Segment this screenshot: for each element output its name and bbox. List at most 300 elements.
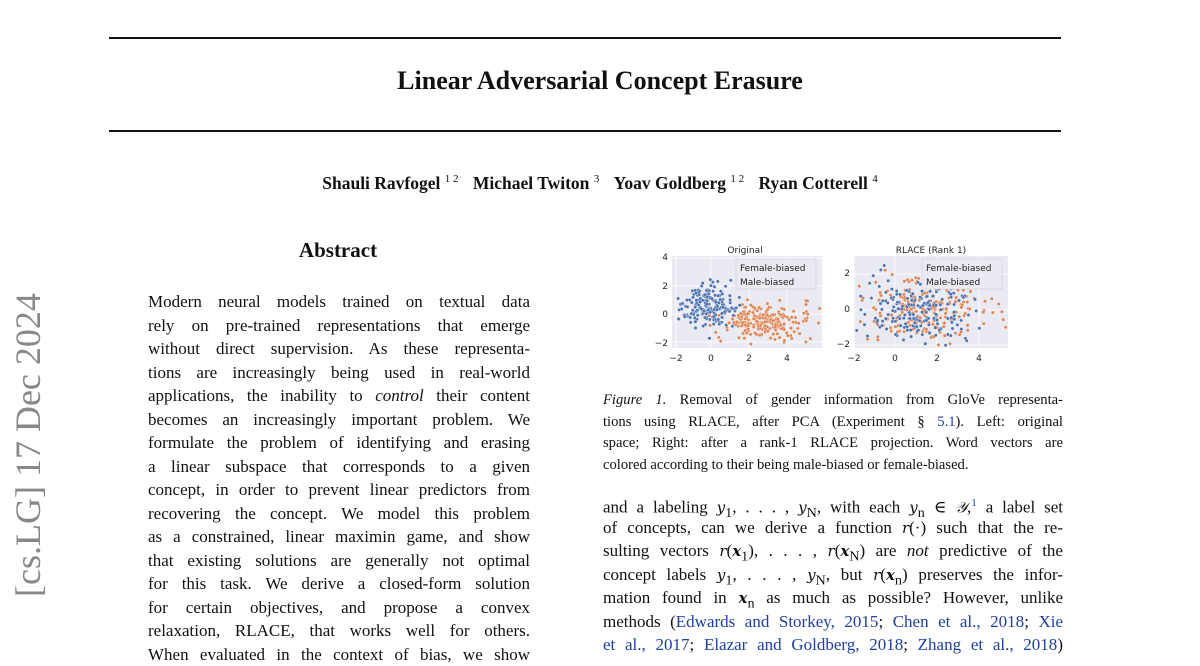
scatter-point xyxy=(887,279,890,282)
author-3 xyxy=(614,173,744,193)
author-3-name: Yoav Goldberg xyxy=(613,173,726,193)
scatter-point xyxy=(925,311,928,314)
x-tick-label: 2 xyxy=(746,354,752,364)
scatter-point xyxy=(890,287,893,290)
x-tick-label: 4 xyxy=(976,354,982,364)
scatter-point xyxy=(1002,318,1005,321)
body-text-run: ( xyxy=(726,541,733,560)
scatter-point xyxy=(872,306,875,309)
body-text-run: and a labeling xyxy=(603,497,717,517)
math-sub: 1 xyxy=(741,548,749,565)
scatter-point xyxy=(966,324,969,327)
scatter-point xyxy=(729,279,732,282)
scatter-point xyxy=(902,330,905,333)
scatter-point xyxy=(890,273,893,276)
scatter-point xyxy=(730,306,733,309)
scatter-point xyxy=(680,307,683,310)
author-list xyxy=(0,173,1200,194)
body-text-run: ) preserves the infor- xyxy=(901,564,1063,584)
chart-legend xyxy=(922,259,1002,289)
x-tick-label: 0 xyxy=(708,354,714,364)
scatter-point xyxy=(889,326,892,329)
x-tick-label: 2 xyxy=(934,354,940,364)
scatter-point xyxy=(939,316,942,319)
y-tick-label: 4 xyxy=(662,253,668,263)
body-text-run: a label set xyxy=(976,497,1064,517)
author-4 xyxy=(758,173,877,193)
author-3-affil: 1 2 xyxy=(730,173,745,186)
scatter-point xyxy=(721,305,724,308)
scatter-point xyxy=(934,313,937,316)
scatter-point xyxy=(806,313,809,316)
scatter-point xyxy=(883,264,886,267)
scatter-point xyxy=(818,307,821,310)
scatter-point xyxy=(919,324,922,327)
legend-label: Female-biased xyxy=(926,264,992,274)
scatter-point xyxy=(944,312,947,315)
scatter-point xyxy=(938,328,941,331)
math: y xyxy=(716,565,726,584)
scatter-point xyxy=(969,290,972,293)
scatter-point xyxy=(960,327,963,330)
scatter-point xyxy=(913,299,916,302)
math: r xyxy=(873,565,881,584)
scatter-point xyxy=(928,290,931,293)
scatter-point xyxy=(778,299,781,302)
math: 𝒴 xyxy=(955,498,968,517)
scatter-point xyxy=(755,320,758,323)
math-sub: 1 xyxy=(725,571,733,588)
scatter-point xyxy=(902,293,905,296)
scatter-point xyxy=(716,305,719,308)
scatter-point xyxy=(901,311,904,314)
citation-link[interactable]: et al., 2017 xyxy=(603,635,690,654)
scatter-point xyxy=(917,329,920,332)
scatter-point xyxy=(906,328,909,331)
scatter-point xyxy=(859,320,862,323)
scatter-point xyxy=(908,317,911,320)
scatter-point xyxy=(764,320,767,323)
scatter-point xyxy=(884,317,887,320)
scatter-point xyxy=(927,323,930,326)
body-line xyxy=(603,563,1063,587)
scatter-point xyxy=(886,301,889,304)
citation-link[interactable]: Elazar and Goldberg, 2018 xyxy=(703,635,904,654)
scatter-point xyxy=(997,302,1000,305)
scatter-point xyxy=(735,306,738,309)
scatter-point xyxy=(946,317,949,320)
scatter-point xyxy=(759,324,762,327)
scatter-point xyxy=(906,278,909,281)
panel-title: RLACE (Rank 1) xyxy=(895,246,967,256)
math-bold: x xyxy=(738,589,748,607)
scatter-point xyxy=(758,334,761,337)
body-text-run: ; xyxy=(878,611,893,631)
scatter-point xyxy=(911,324,914,327)
scatter-point xyxy=(746,298,749,301)
abstract-line: for certain objectives, and propose a convex xyxy=(148,597,530,617)
scatter-point xyxy=(787,318,790,321)
scatter-point xyxy=(928,308,931,311)
abstract-line: becomes an increasingly important problem. We xyxy=(148,409,530,429)
scatter-point xyxy=(876,338,879,341)
scatter-point xyxy=(895,289,898,292)
scatter-point xyxy=(912,317,915,320)
scatter-point xyxy=(918,296,921,299)
body-line xyxy=(603,633,1063,654)
citation-link[interactable]: Xie xyxy=(1038,611,1063,631)
scatter-point xyxy=(780,327,783,330)
scatter-point xyxy=(966,329,969,332)
scatter-point xyxy=(907,303,910,306)
scatter-point xyxy=(959,319,962,322)
scatter-point xyxy=(939,308,942,311)
figure-1-scatter-plots xyxy=(648,243,1014,364)
scatter-point xyxy=(894,333,897,336)
scatter-point xyxy=(919,283,922,286)
scatter-point xyxy=(962,296,965,299)
scatter-point xyxy=(741,332,744,335)
scatter-point xyxy=(681,302,684,305)
author-4-affil: 4 xyxy=(872,173,878,186)
abstract-line: concept, in order to prevent linear predictors from xyxy=(148,480,530,499)
scatter-point xyxy=(766,313,769,316)
abstract-line: rely on pre-trained representations that emerge xyxy=(148,315,530,335)
legend-label: Male-biased xyxy=(740,278,795,288)
scatter-point xyxy=(956,323,959,326)
scatter-point xyxy=(731,325,734,328)
scatter-point xyxy=(950,321,953,324)
body-text-run: as much as possible? However, unlike xyxy=(754,588,1063,607)
scatter-point xyxy=(717,318,720,321)
math: y xyxy=(716,498,726,517)
scatter-point xyxy=(918,319,921,322)
scatter-point xyxy=(708,318,711,321)
scatter-point xyxy=(773,338,776,341)
caption-line xyxy=(603,390,1063,412)
scatter-point xyxy=(757,306,760,309)
x-tick-label: 0 xyxy=(892,354,898,364)
scatter-point xyxy=(936,322,939,325)
citation-link[interactable]: Chen et al., 2018 xyxy=(892,611,1025,631)
scatter-point xyxy=(934,334,937,337)
scatter-point xyxy=(752,325,755,328)
scatter-point xyxy=(769,336,772,339)
scatter-point xyxy=(879,314,882,317)
abstract-line: Modern neural models trained on textual data xyxy=(148,292,530,311)
scatter-point xyxy=(710,297,713,300)
scatter-point xyxy=(920,289,923,292)
scatter-point xyxy=(881,319,884,322)
scatter-panel-original xyxy=(655,246,822,364)
body-text-run: concept labels xyxy=(603,564,717,584)
arxiv-stamp: [cs.LG] 17 Dec 2024 xyxy=(8,293,48,597)
scatter-point xyxy=(793,330,796,333)
scatter-point xyxy=(925,328,928,331)
abstract-line: a linear subspace that corresponds to a given xyxy=(148,456,530,476)
scatter-point xyxy=(694,326,697,329)
scatter-point xyxy=(866,338,869,341)
math-sub: n xyxy=(747,595,755,612)
math-sub: n xyxy=(894,571,902,588)
scatter-point xyxy=(713,285,716,288)
scatter-point xyxy=(703,316,706,319)
scatter-point xyxy=(778,336,781,339)
scatter-point xyxy=(900,307,903,310)
body-text-run: ), . . . , xyxy=(748,541,828,560)
scatter-point xyxy=(868,282,871,285)
caption-text: Removal of gender information from GloVe representa- xyxy=(666,392,1063,408)
scatter-point xyxy=(702,309,705,312)
y-tick-label: 0 xyxy=(662,310,668,320)
scatter-point xyxy=(762,313,765,316)
scatter-point xyxy=(863,323,866,326)
caption-text: tions using RLACE, after PCA (Experiment § xyxy=(603,413,938,430)
scatter-point xyxy=(916,304,919,307)
scatter-point xyxy=(887,313,890,316)
scatter-point xyxy=(732,314,735,317)
math-bold: x xyxy=(840,542,850,560)
scatter-point xyxy=(923,302,926,305)
scatter-point xyxy=(691,296,694,299)
scatter-point xyxy=(948,342,951,345)
scatter-point xyxy=(951,327,954,330)
scatter-point xyxy=(766,302,769,305)
scatter-point xyxy=(752,317,755,320)
panel-title: Original xyxy=(727,246,763,256)
scatter-point xyxy=(879,294,882,297)
body-text-run: predictive of the xyxy=(928,541,1063,560)
chart-legend xyxy=(736,259,816,289)
citation-link[interactable]: Edwards and Storkey, 2015 xyxy=(675,611,879,631)
scatter-point xyxy=(866,334,869,337)
author-2 xyxy=(473,173,599,193)
scatter-point xyxy=(689,321,692,324)
scatter-point xyxy=(696,314,699,317)
scatter-point xyxy=(884,268,887,271)
footnote-link[interactable]: 1 xyxy=(971,497,977,509)
scatter-point xyxy=(899,324,902,327)
scatter-point xyxy=(902,316,905,319)
citation-link[interactable]: Zhang et al., 2018 xyxy=(917,635,1058,654)
scatter-point xyxy=(705,302,708,305)
y-tick-label: 2 xyxy=(844,269,850,279)
scatter-point xyxy=(745,331,748,334)
scatter-point xyxy=(714,331,717,334)
scatter-point xyxy=(732,321,735,324)
scatter-point xyxy=(766,330,769,333)
scatter-point xyxy=(952,303,955,306)
scatter-point xyxy=(898,317,901,320)
scatter-point xyxy=(911,292,914,295)
scatter-point xyxy=(758,316,761,319)
scatter-point xyxy=(712,322,715,325)
scatter-point xyxy=(894,325,897,328)
title-rule-bottom xyxy=(109,130,1061,132)
body-text-run: of concepts, can we derive a function xyxy=(603,517,902,537)
scatter-point xyxy=(890,313,893,316)
body-line xyxy=(603,539,1063,563)
scatter-point xyxy=(711,290,714,293)
scatter-point xyxy=(990,297,993,300)
scatter-point xyxy=(738,296,741,299)
body-text-run: ; xyxy=(903,635,918,654)
scatter-point xyxy=(792,310,795,313)
body-text-run: mation found in xyxy=(603,588,739,607)
scatter-point xyxy=(903,313,906,316)
x-tick-label: −2 xyxy=(847,354,861,364)
scatter-point xyxy=(904,322,907,325)
author-1 xyxy=(322,173,458,193)
scatter-point xyxy=(686,305,689,308)
body-text-run: methods ( xyxy=(603,611,676,631)
scatter-point xyxy=(967,313,970,316)
scatter-point xyxy=(717,301,720,304)
scatter-point xyxy=(935,318,938,321)
scatter-point xyxy=(925,295,928,298)
scatter-point xyxy=(982,322,985,325)
scatter-point xyxy=(909,328,912,331)
scatter-point xyxy=(880,308,883,311)
scatter-point xyxy=(915,325,918,328)
body-text-run: , . . . , xyxy=(732,564,808,584)
scatter-point xyxy=(946,333,949,336)
caption-text: ). Left: original xyxy=(955,413,1063,430)
y-tick-label: 0 xyxy=(844,305,850,315)
scatter-point xyxy=(914,276,917,279)
scatter-point xyxy=(872,274,875,277)
scatter-point xyxy=(753,314,756,317)
caption-label: Figure 1. xyxy=(603,392,667,408)
scatter-point xyxy=(908,313,911,316)
math-sub: n xyxy=(917,505,925,522)
math: r xyxy=(901,518,910,537)
scatter-point xyxy=(689,316,692,319)
scatter-point xyxy=(717,336,720,339)
scatter-point xyxy=(934,326,937,329)
scatter-point xyxy=(897,307,900,310)
y-tick-label: −2 xyxy=(654,339,668,349)
abstract-line: without direct supervision. As these representa- xyxy=(148,339,530,358)
scatter-point xyxy=(772,319,775,322)
scatter-point xyxy=(766,308,769,311)
scatter-point xyxy=(931,294,934,297)
scatter-point xyxy=(963,312,966,315)
y-tick-label: −2 xyxy=(836,340,850,350)
scatter-point xyxy=(737,336,740,339)
scatter-point xyxy=(719,339,722,342)
scatter-point xyxy=(794,321,797,324)
scatter-point xyxy=(804,303,807,306)
scatter-point xyxy=(782,308,785,311)
title-rule-top xyxy=(109,37,1061,39)
caption-line: space; Right: after a rank-1 RLACE projection. Word vectors are xyxy=(603,435,1063,451)
scatter-point xyxy=(805,319,808,322)
scatter-point xyxy=(747,312,750,315)
scatter-point xyxy=(718,322,721,325)
abstract-body xyxy=(148,290,530,664)
scatter-point xyxy=(885,327,888,330)
scatter-point xyxy=(696,309,699,312)
scatter-point xyxy=(720,316,723,319)
author-4-name: Ryan Cotterell xyxy=(758,173,868,193)
scatter-panel-rlace xyxy=(837,246,1008,364)
scatter-point xyxy=(743,337,746,340)
scatter-point xyxy=(724,285,727,288)
scatter-point xyxy=(954,331,957,334)
body-text-run: sulting vectors xyxy=(603,541,720,560)
paper-title: Linear Adversarial Concept Erasure xyxy=(397,66,803,95)
scatter-point xyxy=(982,311,985,314)
scatter-point xyxy=(973,298,976,301)
abstract-line: as a constrained, linear maximin game, and show xyxy=(148,527,530,546)
author-2-affil: 3 xyxy=(593,173,600,186)
scatter-point xyxy=(946,302,949,305)
scatter-point xyxy=(708,324,711,327)
scatter-point xyxy=(978,327,981,330)
scatter-point xyxy=(858,285,861,288)
scatter-point xyxy=(739,312,742,315)
scatter-point xyxy=(711,280,714,283)
scatter-point xyxy=(719,290,722,293)
figure-caption xyxy=(603,390,1063,476)
body-text-run: ( xyxy=(834,541,841,560)
scatter-point xyxy=(937,343,940,346)
scatter-point xyxy=(676,297,679,300)
section-ref-link[interactable]: 5.1 xyxy=(937,413,956,430)
scatter-point xyxy=(738,304,741,307)
scatter-point xyxy=(902,338,905,341)
author-2-name: Michael Twiton xyxy=(472,173,590,193)
scatter-point xyxy=(694,320,697,323)
y-tick-label: 2 xyxy=(662,282,668,292)
scatter-point xyxy=(697,291,700,294)
scatter-point xyxy=(895,293,898,296)
scatter-point xyxy=(1004,326,1007,329)
scatter-point xyxy=(728,310,731,313)
scatter-point xyxy=(789,326,792,329)
scatter-point xyxy=(727,321,730,324)
scatter-point xyxy=(896,301,899,304)
scatter-point xyxy=(779,324,782,327)
scatter-point xyxy=(694,305,697,308)
scatter-point xyxy=(776,332,779,335)
scatter-point xyxy=(746,327,749,330)
scatter-point xyxy=(964,337,967,340)
scatter-point xyxy=(876,335,879,338)
abstract-line: recovering the concept. We model this problem xyxy=(148,503,530,523)
scatter-point xyxy=(884,291,887,294)
body-line xyxy=(603,492,1064,522)
x-tick-label: −2 xyxy=(669,354,683,364)
body-emphasis: not xyxy=(906,541,929,560)
scatter-point xyxy=(859,308,862,311)
scatter-point xyxy=(877,298,880,301)
caption-line xyxy=(603,412,1063,434)
scatter-point xyxy=(776,317,779,320)
scatter-point xyxy=(806,299,809,302)
scatter-point xyxy=(749,342,752,345)
scatter-point xyxy=(726,328,729,331)
scatter-point xyxy=(958,315,961,318)
body-text xyxy=(603,492,1064,654)
scatter-point xyxy=(702,324,705,327)
scatter-point xyxy=(690,312,693,315)
scatter-point xyxy=(941,298,944,301)
author-1-affil: 1 2 xyxy=(444,173,459,186)
body-text-run: , . . . , xyxy=(732,497,799,517)
scatter-point xyxy=(913,321,916,324)
